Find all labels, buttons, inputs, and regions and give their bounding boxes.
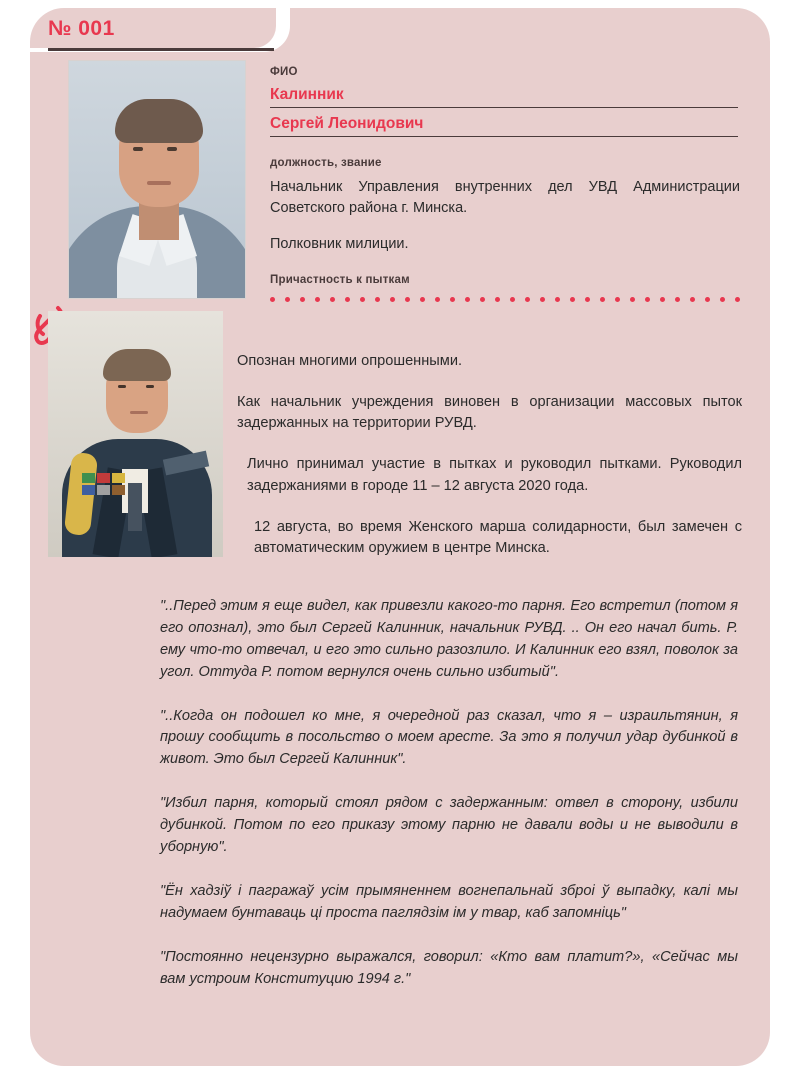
value-rank: Полковник милиции.	[270, 236, 409, 253]
person-card	[30, 8, 770, 1066]
body-paragraphs	[237, 351, 742, 579]
quote-item: "Постоянно нецензурно выражался, говорил: «Кто вам платит?», «Сейчас мы вам устроим Конституцию 1994 г."	[160, 948, 738, 987]
testimony-quotes	[160, 596, 738, 1012]
body-paragraph: Лично принимал участие в пытках и руководил пытками. Руководил задержаниями в городе 11 – 12 августа 2020 года.	[247, 456, 742, 494]
value-position: Начальник Управления внутренних дел УВД Администрации Советского района г. Минска.	[270, 179, 740, 216]
portrait-photo-uniform	[48, 311, 223, 557]
dotted-divider	[270, 294, 740, 304]
quote-item: "..Перед этим я еще видел, как привезли какого-то парня. Его встретил (потом я его опознал), это был Сергей Калинник, начальник РУВД. .. Он его начал бить. Р. ему что-то отвечал, и его это сильно разозлило. И Калинник его взял, поволок за угол. Оттуда Р. потом вернулся очень сильно избитый".	[160, 598, 738, 680]
value-given-name: Сергей Леонидович	[270, 115, 738, 137]
body-paragraph: Как начальник учреждения виновен в организации массовых пыток задержанных на территории РУВД.	[237, 394, 742, 432]
card-number: № 001	[48, 17, 115, 40]
portrait-photo-civilian	[68, 60, 246, 299]
quote-item: "Избил парня, который стоял рядом с задержанным: отвел в сторону, избили дубинкой. Потом по его приказу этому парню не давали воды и не выводили в уборную".	[160, 795, 738, 856]
value-surname: Калинник	[270, 86, 738, 108]
quote-item: "..Когда он подошел ко мне, я очередной раз сказал, что я – израильтянин, я прошу сообщить в посольство о моем аресте. За это я получил удар дубинкой в живот. Это был Сергей Калинник".	[160, 707, 738, 768]
label-torture-involvement: Причастность к пыткам	[270, 274, 410, 287]
body-paragraph: 12 августа, во время Женского марша солидарности, был замечен с автоматическим оружием в центре Минска.	[254, 518, 742, 556]
info-column	[270, 66, 740, 304]
label-full-name: ФИО	[270, 66, 298, 78]
body-paragraph: Опознан многими опрошенными.	[237, 353, 463, 369]
card-number-rule	[48, 48, 274, 51]
quote-item: "Ён хадзіў і пагражаў усім прымяненнем вогнепальнай зброі ў выпадку, калі мы надумаем бунтаваць ці проста паглядзім ім у твар, каб запомніць"	[160, 882, 738, 921]
label-position-rank: должность, звание	[270, 157, 382, 169]
